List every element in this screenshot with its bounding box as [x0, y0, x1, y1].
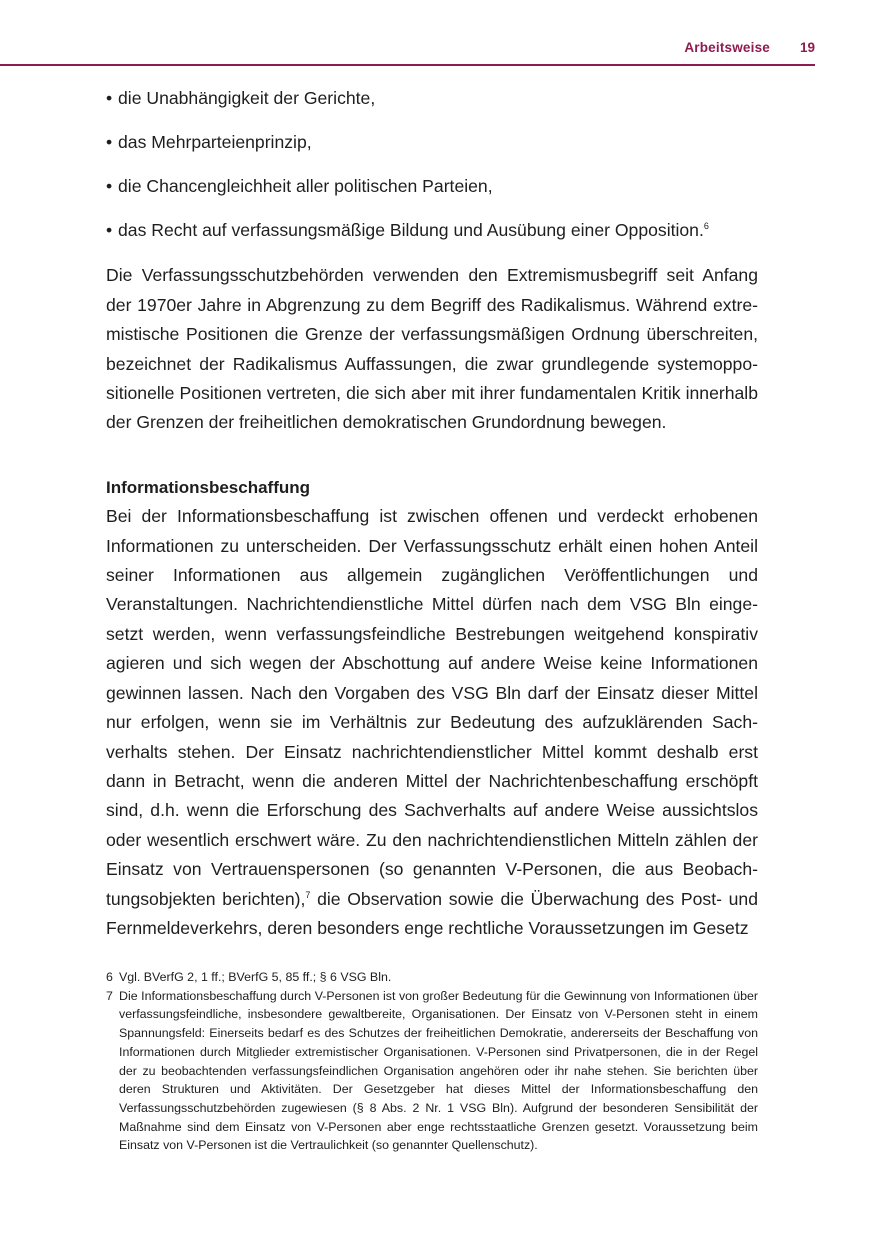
page-header — [0, 0, 815, 66]
bullet-text: die Unabhängigkeit der Gerichte, — [118, 88, 376, 108]
footnote-number: 6 — [106, 970, 113, 984]
footnote-text: Die Informationsbeschaffung durch V-Personen ist von großer Bedeutung für die Gewinnung von Informationen über verfassungsfeindliche, insbesondere gewaltbereite, Organisationen. Der Einsatz von V-Personen steht in einem Spannungsfeld: Einerseits bedarf es des Schutzes der freiheitlichen Demokratie, andererseits der Beschaffung von Informationen durch Mitglieder extremistischer Organisationen. V-Personen sind Privatpersonen, die in der Regel der zu beobachtenden verfassungsfeindlichen Organisation angehören oder ihr nahe stehen. Sie berichten über deren Strukturen und Aktivitäten. Der Gesetzgeber hat dieses Mittel der Informationsbeschaffung den Verfassungsschutzbehörden zugewiesen (§ 8 Abs. 2 Nr. 1 VSG Bln). Aufgrund der besonderen Sensibilität der Maßnahme sind dem Einsatz von V-Personen aber enge rechtsstaatliche Grenzen gesetzt. Voraussetzung beim Einsatz von V-Personen ist die Vertraulichkeit (so genannter Quellenschutz). — [119, 988, 758, 1153]
bullet-item — [106, 84, 758, 113]
bullet-text: die Chancengleichheit aller politischen Parteien, — [118, 176, 493, 196]
running-header-title: Arbeitsweise — [684, 40, 770, 55]
paragraph-text-part1: Bei der Informationsbeschaffung ist zwischen offenen und verdeckt erhobenen Informationen zu unterscheiden. Der Verfassungsschutz erhält einen hohen Anteil seiner Informationen aus allgemein zugänglichen Veröffentlichungen und Veranstaltungen. Nachrichtendienstliche Mittel dürfen nach dem VSG Bln eingesetzt werden, wenn verfassungsfeindliche Bestrebungen weitgehend konspirativ agieren und sich wegen der Abschottung auf andere Weise keine Informationen gewinnen lassen. Nach den Vorgaben des VSG Bln darf der Einsatz dieser Mittel nur erfolgen, wenn sie im Verhältnis zur Bedeutung des aufzuklärenden Sachverhalts stehen. Der Einsatz nachrichtendienstlicher Mittel kommt deshalb erst dann in Betracht, wenn die anderen Mittel der Nachrichtenbeschaffung erschöpft sind, d.h. wenn die Erforschung des Sachverhalts auf andere Weise aussichtslos oder wesentlich erschwert wäre. Zu den nachrichtendienstlichen Mitteln zählen der Einsatz von Vertrauenspersonen (so genannten V-Personen, die aus Beobachtungsobjekten berichten), — [106, 506, 758, 909]
information-gathering-paragraph — [106, 502, 758, 943]
footnote-ref-6[interactable]: 6 — [703, 221, 709, 232]
bullet-symbol: • — [106, 220, 113, 240]
bullet-item — [106, 128, 758, 157]
bullet-symbol: • — [106, 132, 113, 152]
extremism-paragraph: Die Verfassungsschutzbehörden verwenden den Extremismusbegriff seit Anfang der 1970er Jahre in Abgrenzung zu dem Begriff des Radikalismus. Während extremistische Positionen die Grenze der verfassungsmäßigen Ordnung überschreiten, bezeichnet der Radikalismus Auffassungen, die zwar grundlegende systemoppositionelle Positionen vertreten, die sich aber mit ihrer fundamentalen Kritik innerhalb der Grenzen der freiheitlichen demokratischen Grundordnung bewegen. — [106, 265, 758, 433]
bullet-text: das Recht auf verfassungsmäßige Bildung und Ausübung einer Opposition. — [118, 220, 704, 240]
section-heading: Informationsbeschaffung — [106, 477, 311, 497]
footnote-ref-7[interactable]: 7 — [305, 889, 311, 900]
bullet-symbol: • — [106, 176, 113, 196]
footnote-7 — [106, 987, 758, 1155]
footnote-text: Vgl. BVerfG 2, 1 ff.; BVerfG 5, 85 ff.; § 6 VSG Bln. — [119, 970, 392, 984]
bullet-item — [106, 172, 758, 201]
bullet-text: das Mehrparteienprinzip, — [118, 132, 312, 152]
bullet-symbol: • — [106, 88, 113, 108]
page-number: 19 — [799, 40, 815, 55]
footnote-6 — [106, 968, 758, 987]
main-content — [106, 84, 758, 943]
footnote-number: 7 — [106, 988, 113, 1003]
paragraph-text-part2: die Observation sowie die Überwachung des Post- und Fernmeldeverkehrs, deren besonders enge rechtliche Voraussetzungen im Gesetz — [106, 888, 758, 938]
footnotes-section — [106, 968, 758, 1155]
bullet-item — [106, 216, 758, 245]
